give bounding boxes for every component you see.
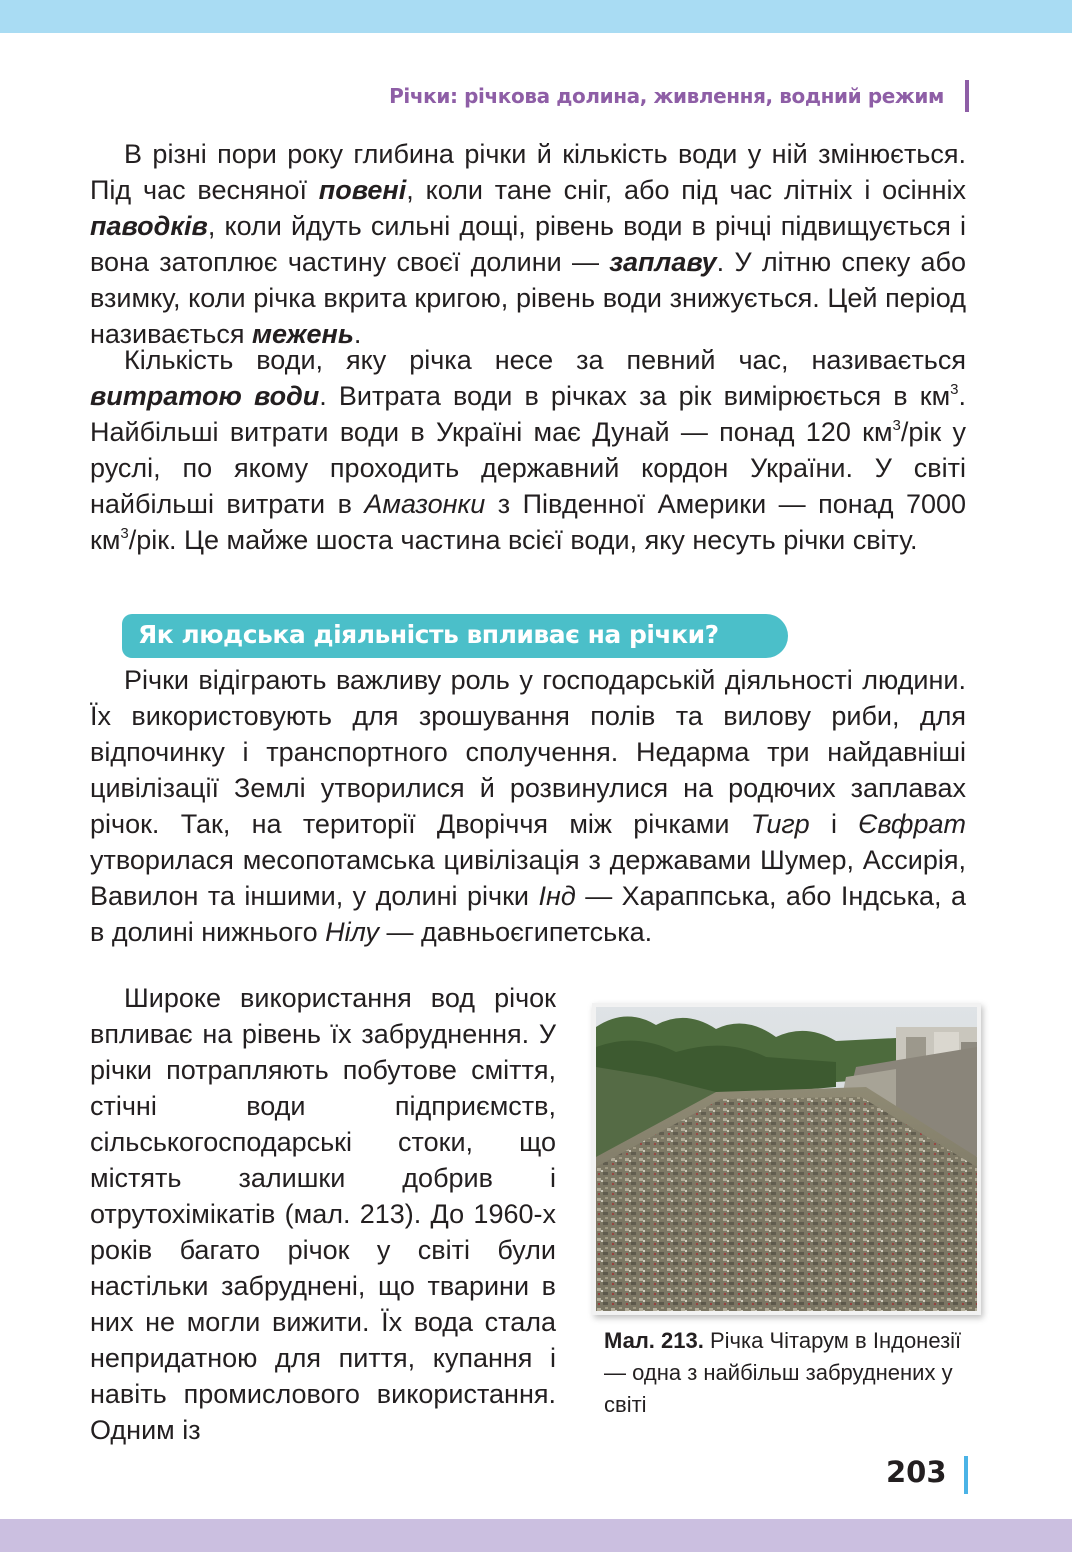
paragraph-4: Широке використання вод річок впливає на рівень їх забруднення. У річки потрапляють побутове сміття, стічні води підприємств, сільськогосподарські стоки, що містять залишки добрив і отрутохімікатів (мал. 213). До 1960-х років багато річок у світі були настільки забруднені, що тварини в них не могли вижити. Їх вода стала непридатною для пиття, купання і навіть промислового використання. Одним із	[90, 983, 556, 1445]
paragraph-2: Кількість води, яку річка несе за певний час, називається витратою води. Витрата води в річках за рік вимірюється в $км^3$. Найбільші витрати води в Україні має Дунай — понад 120 $км^3$/рік у руслі, по якому проходить державний кордон України. У світі найбільші витрати в Амазонки з Південної Америки — понад 7000 $км^3$/рік. Це майже шоста частина всієї води, яку несуть річки світу.	[90, 345, 967, 555]
river-indus: Інд	[538, 881, 576, 911]
paragraph-1: В різні пори року глибина річки й кількість води у ній змінюється. Під час весняної повені, коли тане сніг, або під час літніх і осінніх паводків, коли йдуть сильні дощі, рівень води в річці підвищується і вона затоплює частину своєї долини — заплаву. У літню спеку або взимку, коли річка вкрита кригою, рівень води знижується. Цей період називається межень.	[90, 139, 966, 349]
page-number: 203	[886, 1455, 947, 1489]
figure-label: Мал. 213.	[604, 1328, 704, 1353]
section-heading	[122, 614, 788, 658]
top-color-band	[0, 0, 1072, 33]
river-amazon: Амазонки	[364, 489, 486, 519]
running-title: Річки: річкова долина, живлення, водний режим	[389, 84, 944, 108]
river-nile: Нілу	[325, 917, 380, 947]
paragraph-3: Річки відіграють важливу роль у господарській діяльності людини. Їх використовують для зрошування полів та вилову риби, для відпочинку і транспортного сполучення. Недарма три найдавніші цивілізації Землі утворилися й розвинулися на родючих заплавах річок. Так, на території Дворіччя між річками Тигр і Євфрат утворилася месопотамська цивілізація з державами Шумер, Ассирія, Вавилон та іншими, у долині річки Інд — Хараппська, або Індська, а в долині нижнього Нілу — давньоєгипетська.	[90, 665, 966, 947]
page-number-bar	[964, 1456, 968, 1494]
figure-213-photo	[592, 1003, 981, 1315]
section-heading-text: Як людська діяльність впливає на річки?	[138, 620, 719, 649]
figure-caption-text: Річка Чітарум в Індонезії — одна з найбільш забруднених у світі	[604, 1328, 962, 1417]
term-mezhen: межень	[251, 319, 354, 349]
term-vytrata-vody: витратою води	[90, 381, 320, 411]
river-euphrates: Євфрат	[858, 809, 966, 839]
term-poven: повені	[318, 175, 407, 205]
polluted-river-image	[596, 1007, 977, 1311]
running-title-bar	[965, 80, 969, 112]
term-zaplava: заплаву	[609, 247, 717, 277]
bottom-color-band	[0, 1519, 1072, 1552]
term-pavodky: паводків	[90, 211, 208, 241]
figure-213-caption	[604, 1325, 984, 1421]
river-tigris: Тигр	[750, 809, 810, 839]
